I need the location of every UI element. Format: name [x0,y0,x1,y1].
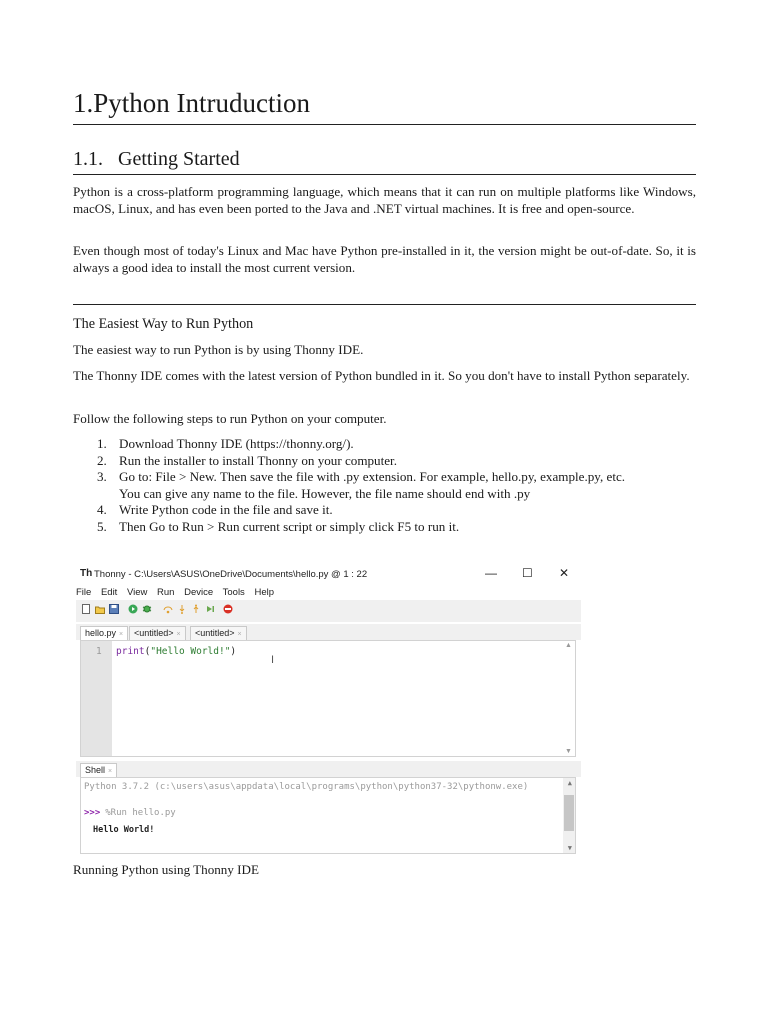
maximize-button[interactable]: ☐ [522,566,533,580]
scroll-down-icon[interactable]: ▼ [567,844,572,852]
thonny-screenshot [76,562,581,853]
toolbar [76,600,581,622]
step-into-icon[interactable] [177,604,187,614]
intro-paragraph-2: Even though most of today's Linux and Mac have Python pre-installed in it, the version might be out-of-date. So, it is always a good idea to install the most current version. [73,243,696,275]
list-item [73,519,696,536]
run-icon[interactable] [128,604,138,614]
shell-tabs [76,761,581,777]
tab-label: hello.py [85,628,117,638]
tab-shell[interactable] [80,763,117,777]
line-number: 1 [96,646,102,657]
tab-untitled-2[interactable] [190,626,247,640]
shell-prompt: >>> [84,808,101,818]
close-window-button[interactable]: ✕ [559,566,570,580]
save-file-icon[interactable] [109,604,119,614]
code-string: "Hello World!" [150,646,231,657]
scrollbar-thumb[interactable] [564,795,574,831]
menu-view[interactable]: View [126,587,148,598]
title-bar [76,562,581,586]
tab-label: <untitled> [134,628,174,638]
figure-caption: Running Python using Thonny IDE [73,862,259,877]
debug-icon[interactable] [142,604,152,614]
scroll-down-icon[interactable]: ▼ [565,748,572,755]
close-tab-icon[interactable]: × [108,768,113,775]
step-out-icon[interactable] [191,604,201,614]
shell-output: Hello World! [93,825,155,835]
tab-label: <untitled> [195,628,235,638]
shell-console[interactable] [80,777,576,854]
menu-edit[interactable]: Edit [100,587,118,598]
section-heading [73,146,696,175]
menu-run[interactable]: Run [157,587,175,598]
shell-banner: Python 3.7.2 (c:\users\asus\appdata\local\programs\python\python37-32\pythonw.exe) [84,782,529,792]
list-item [73,436,696,453]
code-paren: ( [144,646,151,657]
list-number: 2. [97,452,107,468]
code-line [116,646,236,657]
thonny-logo-icon: Th [80,568,93,579]
list-text: Download Thonny IDE (https://thonny.org/). [119,436,354,451]
code-editor[interactable] [80,640,576,757]
section-divider [73,304,696,305]
body-paragraph-3: Follow the following steps to run Python on your computer. [73,411,387,426]
editor-tabs [76,624,581,640]
line-number-gutter [81,641,112,756]
list-number: 4. [97,502,107,517]
resume-icon[interactable] [205,604,215,614]
shell-scrollbar[interactable] [563,778,575,853]
intro-paragraph-1: Python is a cross-platform programming language, which means that it can run on multiple platforms like Windows, macOS, Linux, and has even been ported to the Java and .NET virtual machines. It is free and open-source. [73,184,696,216]
list-item [73,486,696,503]
list-item [73,469,696,486]
list-text: Write Python code in the file and save it. [119,502,333,517]
shell-prompt-line [84,808,176,818]
chapter-heading: 1.Python Intruduction [73,86,696,125]
menu-bar [76,587,281,601]
list-number: 5. [97,518,107,534]
steps-list [73,436,696,535]
section-number: 1.1. [73,148,103,170]
body-paragraph-1: The easiest way to run Python is by using Thonny IDE. [73,342,364,357]
tab-hello-py[interactable] [80,626,128,640]
section-title: Getting Started [118,148,240,170]
shell-command: %Run hello.py [105,808,176,818]
list-item [73,453,696,470]
list-item [73,502,696,519]
list-number: 3. [97,469,107,484]
scroll-up-icon[interactable]: ▲ [567,779,572,787]
close-tab-icon[interactable]: × [176,631,181,638]
step-over-icon[interactable] [163,604,173,614]
body-paragraph-2: The Thonny IDE comes with the latest version of Python bundled in it. So you don't have to install Python separately. [73,368,690,383]
editor-scrollbar[interactable] [563,641,575,756]
code-paren: ) [230,646,237,657]
minimize-button[interactable]: — [485,566,497,580]
menu-device[interactable]: Device [184,587,214,598]
menu-file[interactable]: File [76,587,92,598]
list-text: You can give any name to the file. However, the file name should end with .py [119,485,531,501]
window-title: Thonny - C:\Users\ASUS\OneDrive\Documents\hello.py @ 1 : 22 [94,569,368,580]
list-text: Go to: File > New. Then save the file with .py extension. For example, hello.py, example.py, etc. [119,469,626,484]
scroll-up-icon[interactable]: ▲ [565,642,572,649]
list-number: 1. [97,436,107,451]
tab-untitled-1[interactable] [129,626,186,640]
stop-icon[interactable] [223,604,233,614]
tab-label: Shell [85,765,106,775]
subsection-heading: The Easiest Way to Run Python [73,316,254,332]
list-text: Then Go to Run > Run current script or simply click F5 to run it. [119,518,460,534]
open-file-icon[interactable] [95,604,105,614]
list-text: Run the installer to install Thonny on your computer. [119,452,397,468]
menu-tools[interactable]: Tools [222,587,245,598]
menu-help[interactable]: Help [254,587,274,598]
close-tab-icon[interactable]: × [119,631,124,638]
text-cursor-icon: I [271,654,275,666]
close-tab-icon[interactable]: × [237,631,242,638]
code-keyword: print [116,646,145,657]
new-file-icon[interactable] [81,604,91,614]
